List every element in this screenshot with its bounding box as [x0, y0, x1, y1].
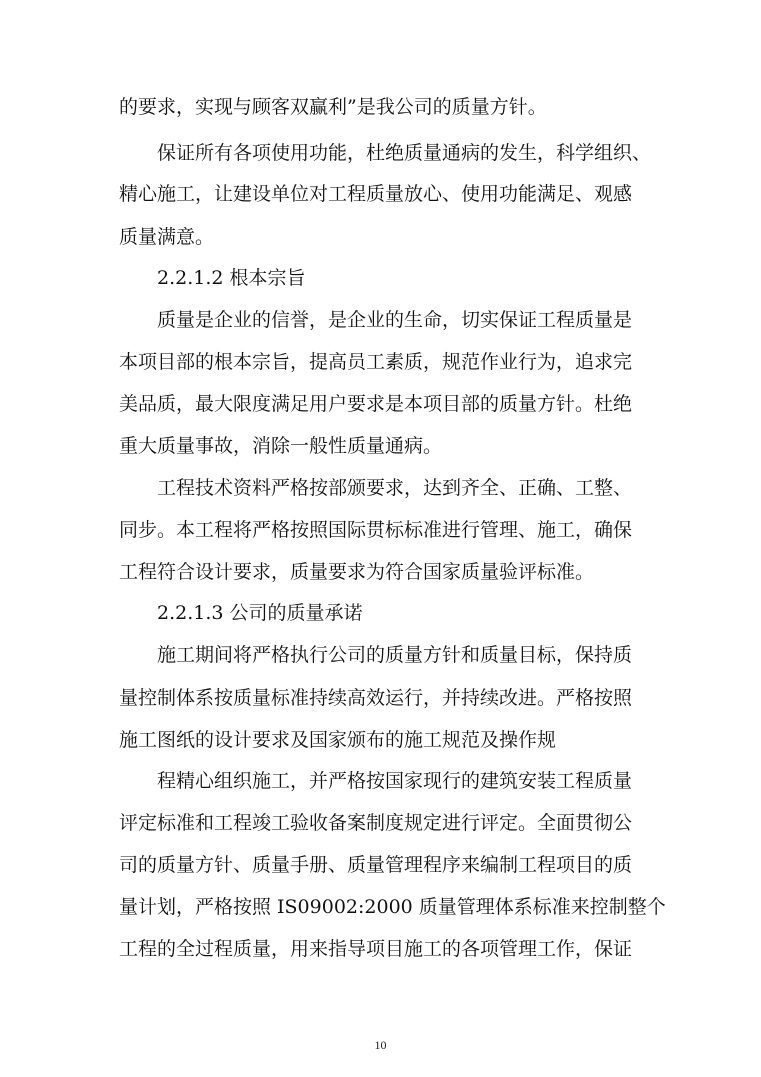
text-line: 质量满意。: [119, 226, 215, 248]
section-heading: 2.2.1.2 根本宗旨: [157, 267, 306, 289]
text-line: 司的质量方针、质量手册、质量管理程序来编制工程项目的质: [119, 854, 633, 876]
text-line: 精心施工，让建设单位对工程质量放心、使用功能满足、观感: [119, 183, 633, 205]
text-line: 施工图纸的设计要求及国家颁布的施工规范及操作规: [119, 729, 557, 751]
text-line: 工程技术资料严格按部颁要求，达到齐全、正确、工整、: [157, 477, 633, 499]
text-line: 本项目部的根本宗旨，提高员工素质，规范作业行为，追求完: [119, 351, 633, 373]
section-heading: 2.2.1.3 公司的质量承诺: [157, 602, 363, 624]
text-line: 美品质，最大限度满足用户要求是本项目部的质量方针。杜绝: [119, 393, 633, 415]
text-line: 重大质量事故，消除一般性质量通病。: [119, 435, 443, 457]
text-line: 质量是企业的信誉，是企业的生命，切实保证工程质量是: [157, 309, 633, 331]
text-line: 量计划，严格按照 IS09002:2000 质量管理体系标准来控制整个: [119, 896, 666, 918]
text-line: 工程的全过程质量，用来指导项目施工的各项管理工作，保证: [119, 938, 633, 960]
text-line: 评定标准和工程竣工验收备案制度规定进行评定。全面贯彻公: [119, 812, 633, 834]
text-line: 程精心组织施工，并严格按国家现行的建筑安装工程质量: [157, 770, 633, 792]
text-line: 保证所有各项使用功能，杜绝质量通病的发生，科学组织、: [157, 142, 652, 164]
page-number: 10: [374, 1038, 387, 1052]
text-line: 工程符合设计要求，质量要求为符合国家质量验评标准。: [119, 561, 595, 583]
text-line: 施工期间将严格执行公司的质量方针和质量目标，保持质: [157, 644, 633, 666]
text-line: 同步。本工程将严格按照国际贯标标准进行管理、施工，确保: [119, 519, 633, 541]
text-line: 的要求，实现与顾客双赢利”是我公司的质量方针。: [119, 96, 547, 118]
text-line: 量控制体系按质量标准持续高效运行，并持续改进。严格按照: [119, 687, 633, 709]
